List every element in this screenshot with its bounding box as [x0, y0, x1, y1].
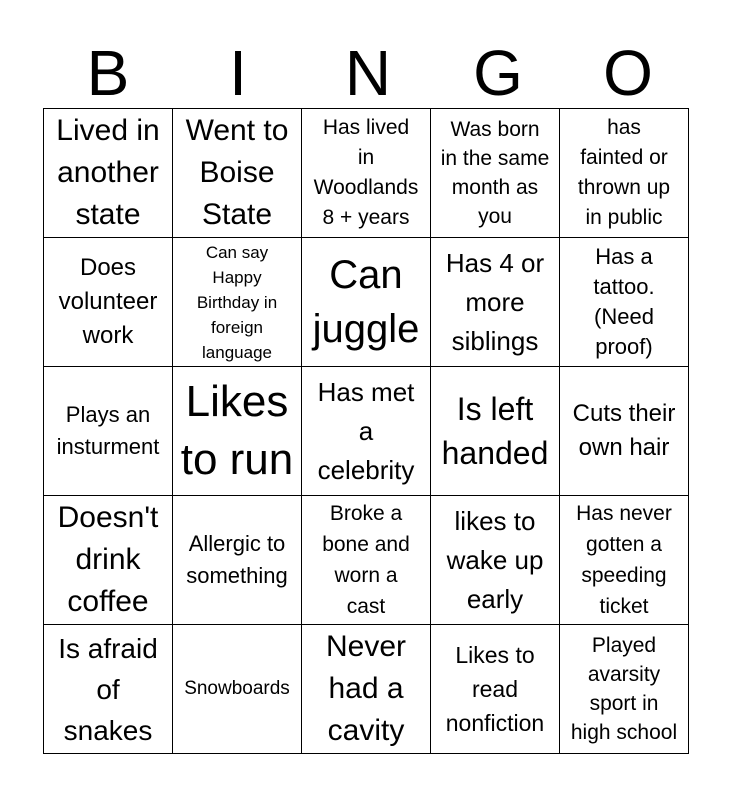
bingo-cell[interactable]: Has 4 or more siblings — [431, 238, 560, 367]
header-letter-b: B — [86, 37, 130, 109]
bingo-header — [43, 37, 693, 109]
bingo-grid — [43, 108, 689, 754]
header-letter-n: N — [344, 37, 392, 109]
bingo-cell[interactable]: Cuts their own hair — [560, 367, 689, 496]
bingo-cell[interactable]: Has a tattoo. (Need proof) — [560, 238, 689, 367]
bingo-cell[interactable]: Likes to run — [173, 367, 302, 496]
bingo-row — [44, 109, 689, 238]
bingo-cell[interactable]: Lived in another state — [44, 109, 173, 238]
bingo-cell[interactable]: likes to wake up early — [431, 496, 560, 625]
bingo-row — [44, 238, 689, 367]
bingo-cell[interactable]: Played avarsity sport in high school — [560, 625, 689, 754]
bingo-row — [44, 367, 689, 496]
bingo-cell[interactable]: Never had a cavity — [302, 625, 431, 754]
bingo-cell[interactable]: has fainted or thrown up in public — [560, 109, 689, 238]
bingo-cell[interactable]: Can juggle — [302, 238, 431, 367]
bingo-cell[interactable]: Went to Boise State — [173, 109, 302, 238]
bingo-cell[interactable]: Has lived in Woodlands 8 + years — [302, 109, 431, 238]
bingo-cell[interactable]: Has met a celebrity — [302, 367, 431, 496]
header-letter-o: O — [603, 37, 653, 109]
bingo-cell[interactable]: Is afraid of snakes — [44, 625, 173, 754]
bingo-cell[interactable]: Was born in the same month as you — [431, 109, 560, 238]
header-letter-i: I — [229, 37, 247, 109]
bingo-cell[interactable]: Allergic to something — [173, 496, 302, 625]
bingo-row — [44, 496, 689, 625]
bingo-cell[interactable]: Has never gotten a speeding ticket — [560, 496, 689, 625]
bingo-cell[interactable]: Is left handed — [431, 367, 560, 496]
header-letter-g: G — [473, 37, 523, 109]
bingo-cell[interactable]: Can say Happy Birthday in foreign language — [173, 238, 302, 367]
bingo-cell[interactable]: Does volunteer work — [44, 238, 173, 367]
bingo-cell[interactable]: Likes to read nonfiction — [431, 625, 560, 754]
bingo-row — [44, 625, 689, 754]
bingo-cell[interactable]: Doesn't drink coffee — [44, 496, 173, 625]
bingo-cell[interactable]: Plays an insturment — [44, 367, 173, 496]
bingo-cell[interactable]: Broke a bone and worn a cast — [302, 496, 431, 625]
bingo-cell[interactable]: Snowboards — [173, 625, 302, 754]
